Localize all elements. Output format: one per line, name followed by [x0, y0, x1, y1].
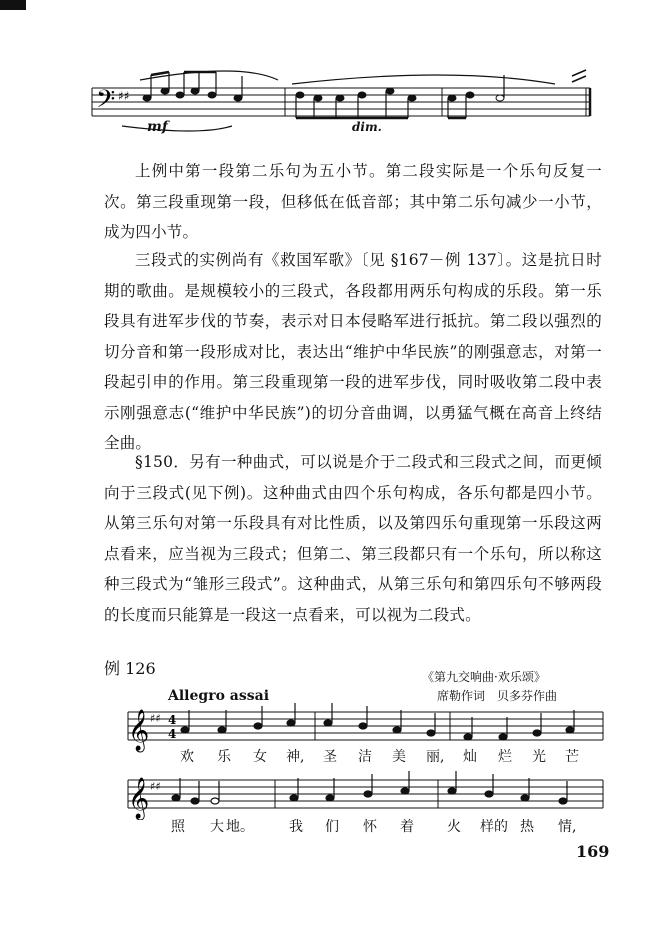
note — [208, 92, 216, 98]
time-signature: 4 — [168, 727, 177, 741]
lyric: 乐 — [217, 749, 231, 765]
note — [521, 795, 529, 801]
lyric: 火 — [447, 819, 461, 835]
note — [364, 791, 372, 797]
note — [336, 95, 344, 101]
note — [485, 791, 493, 797]
lyric: 情, — [558, 819, 577, 835]
page-number: 169 — [576, 842, 610, 861]
note — [234, 95, 242, 101]
lyric: 烂 — [498, 749, 512, 765]
lyric: 大 — [210, 819, 224, 835]
note — [499, 734, 507, 740]
note — [172, 795, 180, 801]
note — [181, 727, 189, 733]
lyric: 美 — [392, 749, 406, 765]
note — [408, 95, 416, 101]
note — [326, 795, 334, 801]
lyric: 欢 — [180, 749, 194, 765]
lyric: 灿 — [463, 749, 477, 765]
note — [314, 95, 322, 101]
lyric: 圣 — [323, 749, 337, 765]
note — [427, 730, 435, 736]
note — [143, 95, 151, 101]
note — [176, 92, 184, 98]
paragraph-1 — [104, 156, 602, 248]
key-signature: ♯♯ — [118, 89, 130, 103]
paragraph-2 — [104, 245, 602, 459]
bass-clef-icon: 𝄢 — [96, 85, 116, 120]
note — [386, 88, 394, 94]
note — [359, 723, 367, 729]
note — [254, 723, 262, 729]
note — [161, 88, 169, 94]
note — [358, 92, 366, 98]
lyric: 神, — [286, 749, 305, 765]
note — [559, 798, 567, 804]
note — [296, 92, 304, 98]
key-signature: ♯♯ — [150, 712, 161, 725]
lyric: 芒 — [565, 749, 579, 765]
time-signature: 4 — [168, 713, 177, 727]
lyric: 照 — [171, 819, 185, 835]
note — [324, 720, 332, 726]
lyric: 地。 — [226, 819, 254, 835]
lyric: 着 — [400, 819, 414, 835]
paragraph-3 — [104, 447, 602, 630]
note — [533, 730, 541, 736]
treble-clef-icon: 𝄞 — [128, 710, 150, 751]
note — [191, 88, 199, 94]
note — [566, 727, 574, 733]
marking-dim: dim. — [352, 120, 382, 134]
note — [290, 795, 298, 801]
lyric: 光 — [532, 749, 546, 765]
lyric: 样的 — [480, 819, 508, 835]
treble-clef-icon: 𝄞 — [128, 778, 150, 819]
paragraph-text: 上例中第一段第二乐句为五小节。第二段实际是一个乐句反复一次。第三段重现第一段，但移低在低音部；其中第二乐句减少一小节，成为四小节。 — [104, 162, 602, 241]
marking-mf: mf — [147, 119, 168, 135]
top-score — [0, 0, 655, 140]
key-signature: ♯♯ — [150, 780, 161, 793]
note — [191, 798, 199, 804]
lyric: 怀 — [363, 819, 377, 835]
example-label: 例 126 — [104, 659, 156, 678]
lyric: 洁 — [358, 749, 372, 765]
note — [496, 95, 504, 101]
lyric: 热 — [520, 819, 534, 835]
tempo-marking: Allegro assai — [168, 688, 270, 704]
song-title: 《第九交响曲·欢乐颂》 — [422, 670, 546, 684]
note — [401, 788, 409, 794]
paragraph-text: 三段式的实例尚有《救国军歌》〔见 §167－例 137〕。这是抗日时期的歌曲。是规模较小的三段式，各段都用两乐句构成的乐段。第一乐段具有进军步伐的节奏，表示对日本侵略军进行抵抗。第二段以强烈的切分音和第一段形成对比，表达出“维护中华民族”的刚强意志，对第一段起引申的作用。第三段重现第一段的进军步伐，同时吸收第二段中表示刚强意志(“维护中华民族”)的切分音曲调，以勇猛气概在高音上终结全曲。 — [104, 251, 602, 452]
song-credit: 席勒作词 贝多芬作曲 — [437, 689, 558, 703]
lyric: 我 — [289, 819, 303, 835]
note — [448, 788, 456, 794]
lyric: 们 — [325, 819, 339, 835]
note — [466, 92, 474, 98]
paragraph-text: §150．另有一种曲式，可以说是介于二段式和三段式之间，而更倾向于三段式(见下例)。这种曲式由四个乐句构成，各乐句都是四小节。从第三乐句对第一乐段具有对比性质，以及第四乐句重现第一乐段这两点看来，应当视为三段式；但第二、第三段都只有一个乐句，所以称这种三段式为“雏形三段式”。这种曲式，从第三乐句和第四乐句不够两段的长度而只能算是一段这一点看来，可以视为二段式。 — [104, 453, 602, 624]
lyric: 丽, — [426, 749, 445, 765]
note — [218, 727, 226, 733]
lyric: 女 — [253, 749, 267, 765]
note — [448, 95, 456, 101]
note — [393, 727, 401, 733]
note — [464, 734, 472, 740]
note — [287, 720, 295, 726]
note — [211, 798, 219, 804]
